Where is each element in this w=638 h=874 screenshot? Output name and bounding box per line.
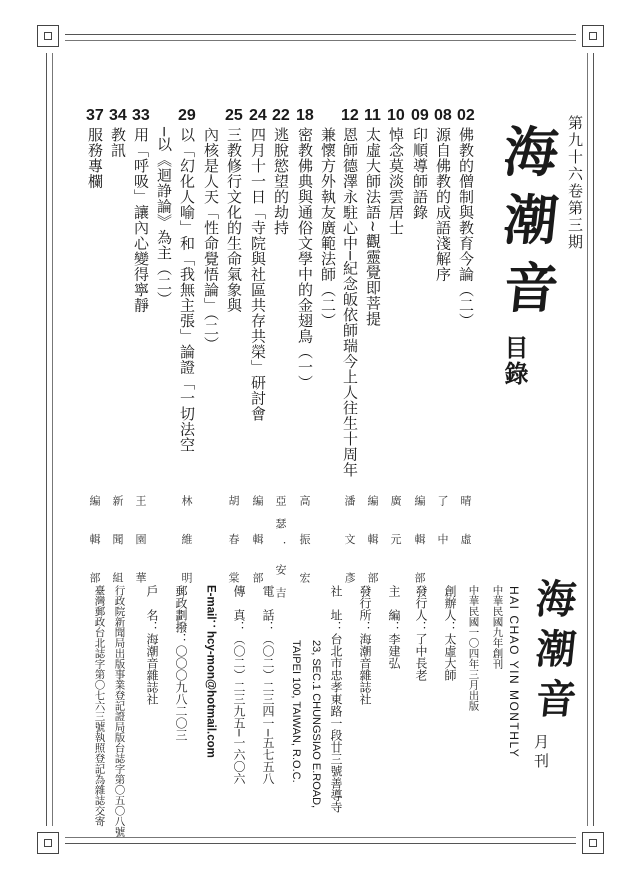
toc-page-number: 29: [178, 107, 196, 124]
founder-label: 創辦人：: [443, 585, 457, 633]
toc-entry-author: 亞瑟．安吉: [274, 495, 287, 610]
toc-entry-title[interactable]: 兼懷方外執友廣範法師（二）: [319, 127, 337, 329]
toc-entry-title[interactable]: 教訊: [109, 127, 127, 158]
masthead-logo: [530, 575, 582, 725]
toc-page-number: 09: [411, 107, 429, 124]
postal-line: [175, 585, 187, 741]
postal-value: 〇〇〇九八二〇三: [174, 645, 188, 741]
toc-entry-author: 晴 虛: [459, 495, 472, 557]
toc-entry-author: 編 輯 部: [251, 495, 264, 595]
editor-value: 李建弘: [387, 633, 401, 669]
toc-page-number: 11: [364, 107, 381, 124]
toc-entry-author: 新 聞 組: [111, 495, 124, 595]
toc-entry-author: 胡 春 棠: [227, 495, 240, 595]
phone-line: [262, 585, 274, 784]
toc-entry-title[interactable]: 以「幻化人喻」和「我無主張」論證「一切法空: [178, 127, 196, 453]
logo-char: 海: [533, 576, 579, 623]
logo-char: 潮: [533, 626, 579, 673]
toc-entry-author: 林 維 明: [180, 495, 193, 595]
toc-entry-title[interactable]: 恩師德澤永駐心中─紀念皈依師瑞今上人往生十周年: [341, 127, 359, 478]
toc-entry-author: 王 園 華: [134, 495, 147, 595]
toc-page-number: 22: [272, 107, 290, 124]
toc-page-number: 37: [86, 107, 104, 124]
publisher-label: 發行人：: [414, 585, 428, 633]
magazine-logo: [497, 118, 565, 328]
toc-page-number: 18: [296, 107, 314, 124]
account-line: [146, 585, 158, 705]
toc-page-number: 25: [225, 107, 243, 124]
fax-value: （〇二）二三九五─一六〇六: [232, 633, 246, 785]
toc-page-number: 34: [109, 107, 127, 124]
toc-entry-title[interactable]: 悼念莫淡雲居士: [387, 127, 405, 236]
toc-entry-author: 潘 文 彥: [343, 495, 356, 595]
issuer-value: 海潮音雜誌社: [358, 633, 372, 705]
license-line-2: 臺灣郵政台北誌字第〇七六三號執照登記為雜誌交寄: [93, 585, 106, 827]
fax-line: [233, 585, 245, 784]
logo-char: 音: [533, 676, 579, 723]
toc-entry-title[interactable]: 用「呼吸」讓內心變得寧靜: [132, 127, 150, 313]
toc-page-number: 02: [457, 107, 475, 124]
border-corner-ornament: [31, 19, 65, 53]
logo-char: 音: [500, 256, 562, 320]
account-label: 戶 名：: [145, 585, 159, 633]
volume-issue: 第九十六卷第三期: [566, 115, 584, 251]
toc-entry-title[interactable]: 逃脫慾望的劫持: [272, 127, 290, 236]
toc-entry-title[interactable]: ─以《迴諍論》為主（二）: [155, 127, 173, 308]
email-line: [204, 585, 216, 758]
monthly-label: 月刊: [532, 734, 550, 772]
fax-label: 傳 真：: [232, 585, 246, 633]
english-name: HAI CHAO YIN MONTHLY: [507, 586, 521, 759]
address-line: [330, 585, 342, 813]
founded-line: 中華民國九年創刊: [491, 585, 504, 669]
toc-entry-author: 編 輯 部: [413, 495, 426, 595]
founder-value: 太虛大師: [443, 633, 457, 681]
editor-line: [388, 585, 400, 669]
publisher-value: 了中長老: [414, 633, 428, 681]
border-corner-ornament: [31, 826, 65, 860]
toc-entry-title[interactable]: 源自佛教的成語淺解序: [434, 127, 452, 282]
logo-char: 潮: [500, 188, 562, 252]
border-corner-ornament: [576, 826, 610, 860]
license-line-1: 行政院新聞局出版事業登記證局版台誌字第〇五〇八號: [113, 585, 126, 837]
address-en-line-1: 23, SEC.1 CHUNGSIAO E.ROAD,: [310, 640, 322, 809]
toc-page-number: 12: [341, 107, 359, 124]
toc-entry-title[interactable]: 三教修行文化的生命氣象與: [225, 127, 243, 313]
publisher-line: [415, 585, 427, 681]
email-value[interactable]: hcy-mon@hotmail.com: [204, 631, 217, 758]
postal-label: 郵政劃撥：: [174, 585, 188, 645]
editor-label: 主 編：: [387, 585, 401, 633]
toc-page-number: 10: [387, 107, 405, 124]
toc-page-number: 33: [132, 107, 150, 124]
toc-entry-author: 了 中: [436, 495, 449, 557]
address-label: 社 址：: [329, 585, 343, 633]
toc-entry-title[interactable]: 印順導師語錄: [411, 127, 429, 220]
toc-entry-author: 編 輯 部: [366, 495, 379, 595]
email-label: E-mail：: [204, 585, 217, 632]
toc-entry-title[interactable]: 服務專欄: [86, 127, 104, 189]
toc-entry-title[interactable]: 佛教的僧制與教育今論（二）: [457, 127, 475, 329]
toc-entry-title[interactable]: 密教佛典與通俗文學中的金翅鳥（一）: [296, 127, 314, 391]
toc-entry-author: 高 振 宏: [298, 495, 311, 595]
toc-title: 目錄: [500, 335, 528, 387]
account-value: 海潮音雜誌社: [145, 633, 159, 705]
phone-label: 電 話：: [261, 585, 275, 633]
toc-entry-title[interactable]: 四月十一日「寺院與社區共存共榮」研討會: [249, 127, 267, 422]
address-en-line-2: TAIPEI 100, TAIWAN, R.O.C.: [290, 640, 302, 783]
phone-value: （〇二）二三四一─五七五八: [261, 633, 275, 785]
toc-page-number: 08: [434, 107, 452, 124]
toc-entry-author: 編 輯 部: [88, 495, 101, 595]
issuer-label: 發行所：: [358, 585, 372, 633]
border-corner-ornament: [576, 19, 610, 53]
toc-page-number: 24: [249, 107, 267, 124]
toc-entry-title[interactable]: 太虛大師法語∼觀靈覺即菩提: [364, 127, 382, 327]
logo-char: 海: [500, 120, 562, 184]
issuer-line: [359, 585, 371, 705]
address-value: 台北市忠孝東路一段廿三號善導寺: [329, 633, 343, 813]
founder-line: [444, 585, 456, 681]
published-line: 中華民國一〇四年三月出版: [467, 585, 480, 711]
toc-entry-author: 廣 元: [389, 495, 402, 557]
toc-entry-title[interactable]: 內核是人天「性命覺悟論」（二）: [202, 127, 220, 352]
